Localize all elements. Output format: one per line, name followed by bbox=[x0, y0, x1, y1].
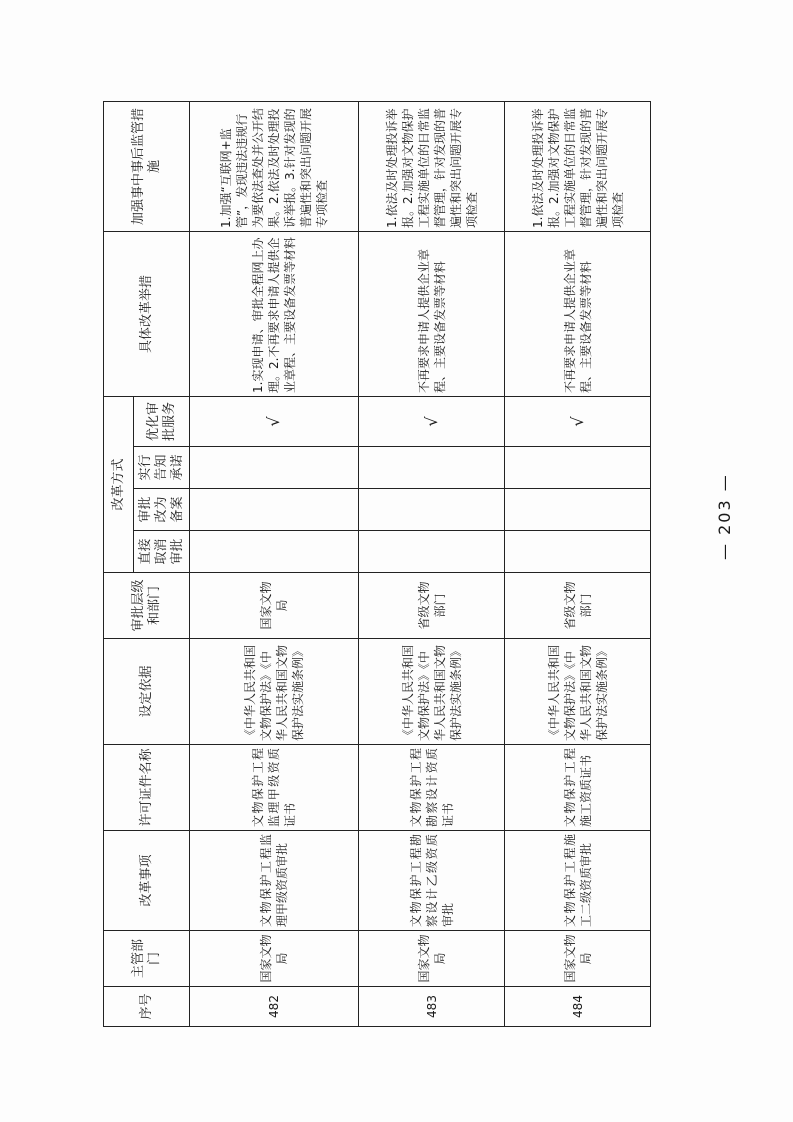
cell-supervision: 1.加强“互联网+监管”，发现违法违规行为要依法查处并公开结果。2.依法及时处理投诉举报。3.针对发现的普遍性和突出问题开展专项检查 bbox=[190, 101, 359, 231]
header-supervision: 加强事中事后监管措施 bbox=[104, 101, 190, 231]
cell-level: 省级文物部门 bbox=[359, 573, 505, 639]
header-mode-optimize: 优化审批服务 bbox=[134, 396, 190, 446]
cell-dept: 国家文物局 bbox=[359, 931, 505, 987]
table-row bbox=[190, 101, 359, 1026]
header-mode: 改革方式 bbox=[104, 396, 134, 572]
cell-license: 文物保护工程勘察设计资质证书 bbox=[359, 745, 505, 831]
cell-item: 文物保护工程勘察设计乙级资质审批 bbox=[359, 831, 505, 931]
cell-measures: 不再要求申请人提供企业章程、主要设备发票等材料 bbox=[505, 231, 651, 396]
header-level: 审批层级和部门 bbox=[104, 573, 190, 639]
cell-mode-promise bbox=[505, 447, 651, 489]
cell-license: 文物保护工程施工资质证书 bbox=[505, 745, 651, 831]
cell-mode-filing bbox=[505, 489, 651, 531]
cell-basis: 《中华人民共和国文物保护法》《中华人民共和国文物保护法实施条例》 bbox=[190, 639, 359, 745]
header-seq: 序号 bbox=[104, 987, 190, 1027]
page-number: — 203 — bbox=[715, 473, 734, 560]
cell-mode-cancel bbox=[359, 531, 505, 573]
header-dept: 主管部门 bbox=[104, 931, 190, 987]
cell-basis: 《中华人民共和国文物保护法》《中华人民共和国文物保护法实施条例》 bbox=[505, 639, 651, 745]
cell-mode-cancel bbox=[505, 531, 651, 573]
cell-mode-promise bbox=[359, 447, 505, 489]
cell-mode-filing bbox=[190, 489, 359, 531]
cell-license: 文物保护工程监理甲级资质证书 bbox=[190, 745, 359, 831]
cell-supervision: 1.依法及时处理投诉举报。2.加强对文物保护工程实施单位的日常监督管理，针对发现的普遍性和突出问题开展专项检查 bbox=[359, 101, 505, 231]
cell-level: 国家文物局 bbox=[190, 573, 359, 639]
header-license: 许可证件名称 bbox=[104, 745, 190, 831]
cell-dept: 国家文物局 bbox=[505, 931, 651, 987]
table-header-row bbox=[104, 101, 134, 1026]
cell-seq: 484 bbox=[505, 987, 651, 1027]
header-basis: 设定依据 bbox=[104, 639, 190, 745]
cell-mode-cancel bbox=[190, 531, 359, 573]
header-measures: 具体改革举措 bbox=[104, 231, 190, 396]
header-item: 改革事项 bbox=[104, 831, 190, 931]
reform-items-table bbox=[103, 101, 651, 1027]
check-mark-optimize: √ bbox=[359, 396, 505, 446]
cell-seq: 482 bbox=[190, 987, 359, 1027]
cell-mode-filing bbox=[359, 489, 505, 531]
rotated-table-container bbox=[103, 102, 651, 1027]
table-row bbox=[505, 101, 651, 1026]
cell-measures: 不再要求申请人提供企业章程、主要设备发票等材料 bbox=[359, 231, 505, 396]
check-mark-optimize: √ bbox=[505, 396, 651, 446]
cell-item: 文物保护工程施工二级资质审批 bbox=[505, 831, 651, 931]
cell-item: 文物保护工程监理甲级资质审批 bbox=[190, 831, 359, 931]
cell-basis: 《中华人民共和国文物保护法》《中华人民共和国文物保护法实施条例》 bbox=[359, 639, 505, 745]
cell-seq: 483 bbox=[359, 987, 505, 1027]
header-mode-promise: 实行告知承诺 bbox=[134, 447, 190, 489]
cell-level: 省级文物部门 bbox=[505, 573, 651, 639]
cell-mode-promise bbox=[190, 447, 359, 489]
cell-measures: 1.实现申请、审批全程网上办理。2.不再要求申请人提供企业章程、主要设备发票等材料 bbox=[190, 231, 359, 396]
check-mark-optimize: √ bbox=[190, 396, 359, 446]
header-mode-cancel: 直接取消审批 bbox=[134, 531, 190, 573]
cell-supervision: 1.依法及时处理投诉举报。2.加强对文物保护工程实施单位的日常监督管理，针对发现的普遍性和突出问题开展专项检查 bbox=[505, 101, 651, 231]
header-mode-filing: 审批改为备案 bbox=[134, 489, 190, 531]
cell-dept: 国家文物局 bbox=[190, 931, 359, 987]
table-row bbox=[359, 101, 505, 1026]
